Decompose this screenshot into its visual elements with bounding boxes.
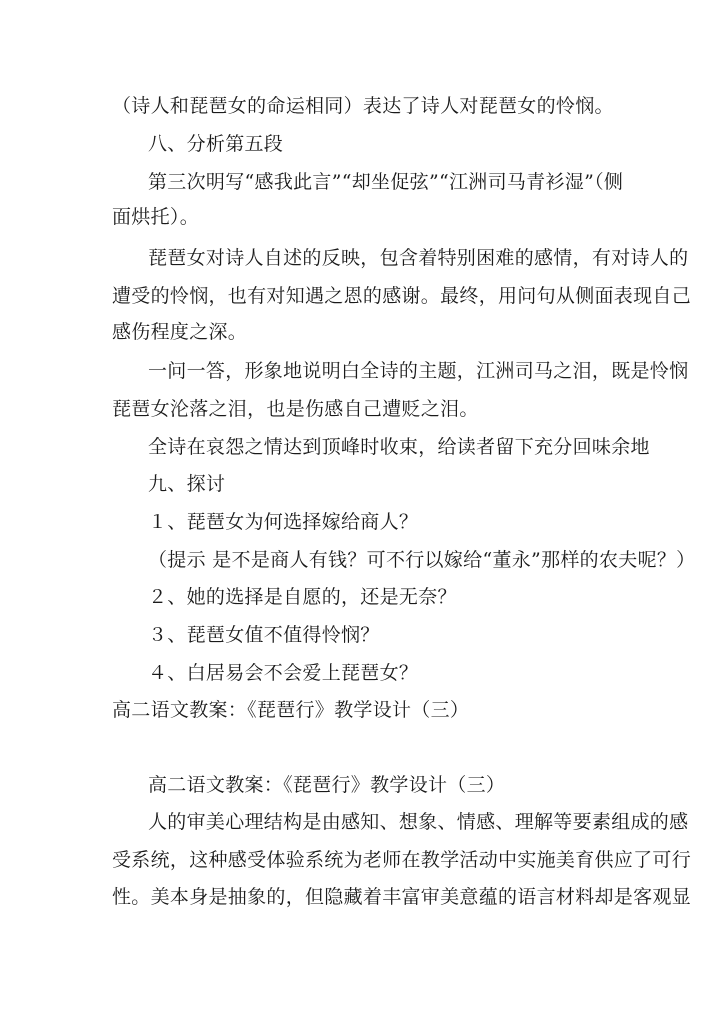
section-heading: 八、分析第五段 [148,133,284,155]
text-line: 一问一答，形象地说明白全诗的主题，江洲司马之泪，既是怜悯 [148,360,689,382]
document-title: 高二语文教案：《琵琶行》教学设计（三） [148,774,506,796]
text-line: 性。美本身是抽象的，但隐藏着丰富审美意蕴的语言材料却是客观显 [112,886,692,908]
text-line: （提示 是不是商人有钱？可不行以嫁给“董永”那样的农夫呢？） [148,549,696,571]
list-item: １、琵琶女为何选择嫁给商人？ [148,511,419,533]
text-line: 面烘托）。 [112,206,200,228]
text-line: 琵琶女沦落之泪，也是伤感自己遭贬之泪。 [112,398,479,420]
text-line: 受系统，这种感受体验系统为老师在教学活动中实施美育供应了可行 [112,849,692,871]
text-line: 第三次明写“感我此言”“却坐促弦”“江洲司马青衫湿”（侧 [148,171,624,193]
list-item: ４、白居易会不会爱上琵琶女？ [148,662,419,684]
section-heading: 九、探讨 [148,473,226,495]
list-item: ２、她的选择是自愿的，还是无奈？ [148,586,457,608]
text-line: 全诗在哀怨之情达到顶峰时收束，给读者留下充分回味余地 [148,436,650,458]
text-line: 人的审美心理结构是由感知、想象、情感、理解等要素组成的感 [148,811,689,833]
text-line: 遭受的怜悯，也有对知遇之恩的感谢。最终，用问句从侧面表现自己 [112,285,692,307]
list-item: ３、琵琶女值不值得怜悯？ [148,624,380,646]
text-line: （诗人和琵琶女的命运相同）表达了诗人对琵琶女的怜悯。 [112,95,614,117]
text-line: 琵琶女对诗人自述的反映，包含着特别困难的感情，有对诗人的 [148,247,689,269]
document-title: 高二语文教案：《琵琶行》教学设计（三） [112,699,470,721]
text-line: 感伤程度之深。 [112,321,248,343]
